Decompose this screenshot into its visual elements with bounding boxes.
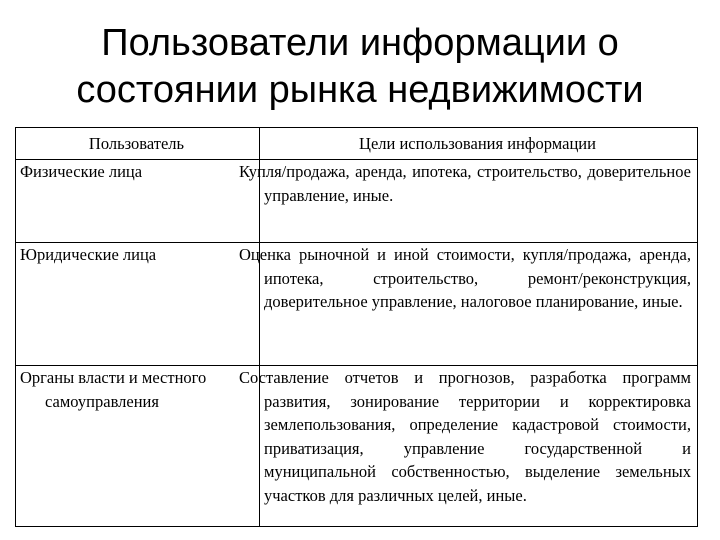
goals-cell: Оценка рыночной и иной стоимости, купля/продажа, аренда, ипотека, строительство, ремонт/реконструкция, доверительное управление, налоговое планирование, иные. xyxy=(260,243,698,366)
table-row xyxy=(16,160,698,243)
slide-title xyxy=(0,20,720,114)
header-goals: Цели использования информации xyxy=(260,128,698,160)
slide-title-line-2: состоянии рынка недвижимости xyxy=(76,69,644,111)
users-goals-table xyxy=(15,127,698,527)
goals-cell: Составление отчетов и прогнозов, разработка программ развития, зонирование территории и корректировка землепользования, определение кадастровой стоимости, приватизация, управление государственной и муниципальной собственностью, выделение земельных участков для различных целей, иные. xyxy=(260,366,698,527)
user-cell xyxy=(16,160,260,243)
user-label: Юридические лица xyxy=(20,245,157,264)
slide-title-line-1: Пользователи информации о xyxy=(101,22,619,64)
table-row xyxy=(16,366,698,527)
goals-cell: Купля/продажа, аренда, ипотека, строительство, доверительное управление, иные. xyxy=(260,160,698,243)
user-cell xyxy=(16,243,260,366)
table-row xyxy=(16,243,698,366)
user-label: Физические лица xyxy=(20,162,143,181)
user-cell xyxy=(16,366,260,527)
user-label: Органы власти и местного самоуправления xyxy=(20,368,207,411)
table-header-row xyxy=(16,128,698,160)
header-user: Пользователь xyxy=(16,128,260,160)
